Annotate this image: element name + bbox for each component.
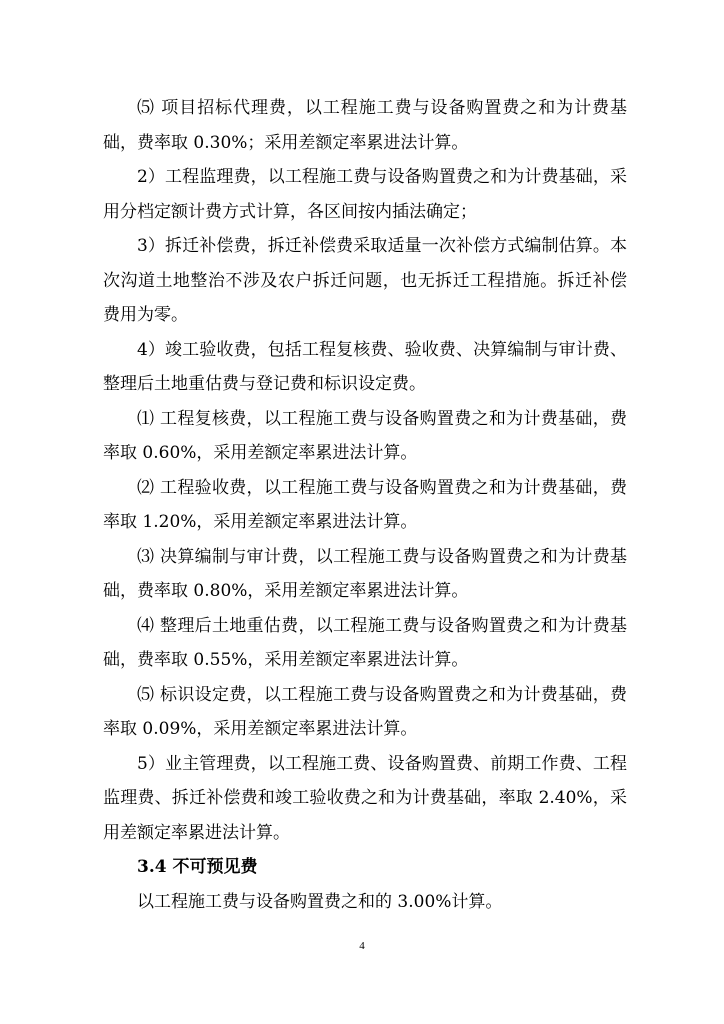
paragraph-demolition-compensation: 3）拆迁补偿费，拆迁补偿费采取适量一次补偿方式编制估算。本次沟道土地整治不涉及农户拆迁问题，也无拆迁工程措施。拆迁补偿费用为零。	[103, 236, 627, 325]
paragraph-completion-acceptance-fee: 4）竣工验收费，包括工程复核费、验收费、决算编制与审计费、整理后土地重估费与登记费和标识设定费。	[103, 339, 627, 394]
page-number: 4	[359, 940, 365, 952]
section-heading: 3.4 不可预见费	[137, 857, 258, 877]
paragraph-audit-fee: ⑶ 决算编制与审计费，以工程施工费与设备购置费之和为计费基础，费率取 0.80%，采用差额定率累进法计算。	[103, 546, 627, 601]
paragraph-bidding-agency-fee: ⑸ 项目招标代理费，以工程施工费与设备购置费之和为计费基础，费率取 0.30%；采用差额定率累进法计算。	[103, 98, 627, 153]
paragraph-marking-fee: ⑸ 标识设定费，以工程施工费与设备购置费之和为计费基础，费率取 0.09%，采用差额定率累进法计算。	[103, 684, 627, 739]
paragraph-acceptance-fee: ⑵ 工程验收费，以工程施工费与设备购置费之和为计费基础，费率取 1.20%，采用差额定率累进法计算。	[103, 477, 627, 532]
document-body	[103, 91, 627, 919]
paragraph-review-fee: ⑴ 工程复核费，以工程施工费与设备购置费之和为计费基础，费率取 0.60%，采用差额定率累进法计算。	[103, 408, 627, 463]
paragraph-owner-management-fee: 5）业主管理费，以工程施工费、设备购置费、前期工作费、工程监理费、拆迁补偿费和竣工验收费之和为计费基础，率取 2.40%，采用差额定率累进法计算。	[103, 753, 627, 843]
paragraph-supervision-fee: 2）工程监理费，以工程施工费与设备购置费之和为计费基础，采用分档定额计费方式计算，各区间按内插法确定；	[103, 167, 627, 222]
section-text: 以工程施工费与设备购置费之和的 3.00%计算。	[137, 891, 503, 912]
paragraph-land-revaluation-fee: ⑷ 整理后土地重估费，以工程施工费与设备购置费之和为计费基础，费率取 0.55%，采用差额定率累进法计算。	[103, 615, 627, 670]
